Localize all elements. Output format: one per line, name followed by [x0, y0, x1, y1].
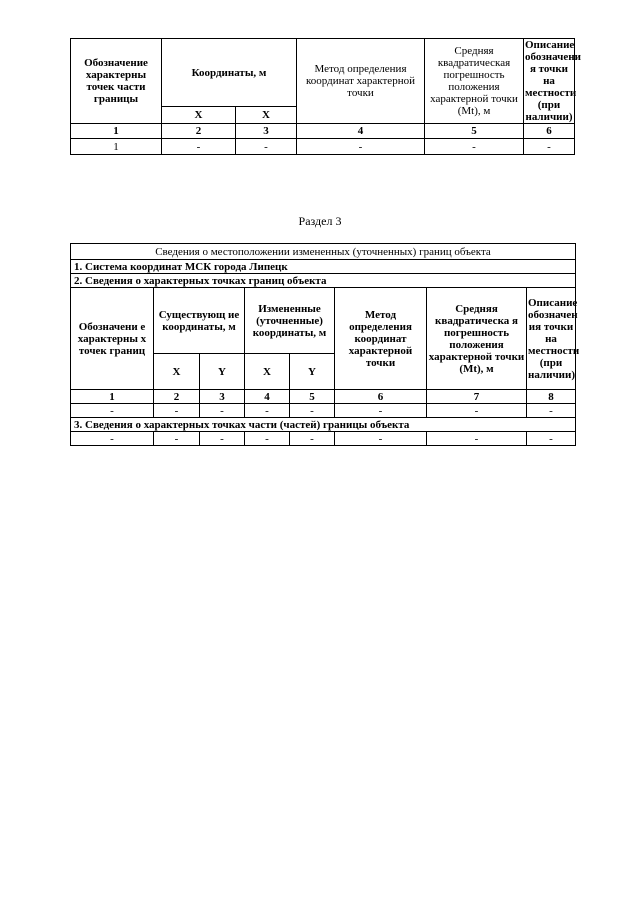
column-number: 4	[297, 124, 425, 139]
table-cell: -	[154, 432, 200, 446]
coordinate-system: 1. Система координат МСК города Липецк	[71, 260, 576, 274]
parts-section-title: 3. Сведения о характерных точках части (частей) границы объекта	[71, 418, 576, 432]
table-cell: -	[425, 139, 524, 155]
column-number: 6	[524, 124, 575, 139]
column-number: 1	[71, 124, 162, 139]
table-cell: -	[427, 404, 527, 418]
table-cell: -	[335, 404, 427, 418]
header-method: Метод определения координат характерной точки	[297, 39, 425, 124]
column-number: 2	[154, 390, 200, 404]
header-y1: Y	[200, 354, 245, 390]
header-x2: X	[236, 107, 297, 124]
table-cell: -	[527, 404, 576, 418]
column-number: 5	[425, 124, 524, 139]
table-cell: -	[245, 404, 290, 418]
header-method: Метод определения координат характерной точки	[335, 288, 427, 390]
header-y2: Y	[290, 354, 335, 390]
header-x2: X	[245, 354, 290, 390]
table-cell: -	[290, 432, 335, 446]
header-changed-coords: Измененные (уточненные) координаты, м	[245, 288, 335, 354]
table-cell: -	[236, 139, 297, 155]
column-number: 1	[71, 390, 154, 404]
table-row	[71, 404, 576, 418]
table-title: Сведения о местоположении измененных (уточненных) границ объекта	[71, 244, 576, 260]
header-coords: Координаты, м	[162, 39, 297, 107]
table-cell: -	[290, 404, 335, 418]
table-cell: -	[200, 432, 245, 446]
table-row	[71, 139, 575, 155]
column-number: 2	[162, 124, 236, 139]
table-cell: 1	[71, 139, 162, 155]
header-description: Описание обозначени я точки на местности (при наличии)	[525, 39, 581, 123]
table-cell: -	[200, 404, 245, 418]
column-number: 4	[245, 390, 290, 404]
header-point: Обозначени е характерны х точек границ	[71, 288, 154, 390]
table-cell: -	[524, 139, 575, 155]
table-cell: -	[427, 432, 527, 446]
header-point: Обозначение характерны точек части границы	[71, 39, 162, 124]
table-cell: -	[71, 432, 154, 446]
part-boundary-points-table	[70, 38, 581, 155]
header-x1: X	[154, 354, 200, 390]
header-x1: X	[162, 107, 236, 124]
table-cell: -	[527, 432, 576, 446]
column-number: 5	[290, 390, 335, 404]
column-number: 8	[527, 390, 576, 404]
points-section-title: 2. Сведения о характерных точках границ объекта	[71, 274, 576, 288]
header-description: Описание обозначен ия точки на местности (при наличии)	[527, 288, 576, 390]
table-cell: -	[245, 432, 290, 446]
table-cell: -	[162, 139, 236, 155]
section-title: Раздел 3	[298, 214, 342, 228]
column-number: 6	[335, 390, 427, 404]
header-error: Средняя квадратическая погрешность положения характерной точки (Mt), м	[425, 39, 524, 124]
table-cell: -	[154, 404, 200, 418]
header-error: Средняя квадратическа я погрешность положения характерной точки (Mt), м	[427, 288, 527, 390]
column-number: 3	[236, 124, 297, 139]
table-cell: -	[335, 432, 427, 446]
table-row	[71, 432, 576, 446]
table-cell: -	[71, 404, 154, 418]
table-cell: -	[297, 139, 425, 155]
header-existing-coords: Существующ ие координаты, м	[154, 288, 245, 354]
column-number: 3	[200, 390, 245, 404]
column-number: 7	[427, 390, 527, 404]
changed-boundaries-table	[70, 243, 580, 446]
